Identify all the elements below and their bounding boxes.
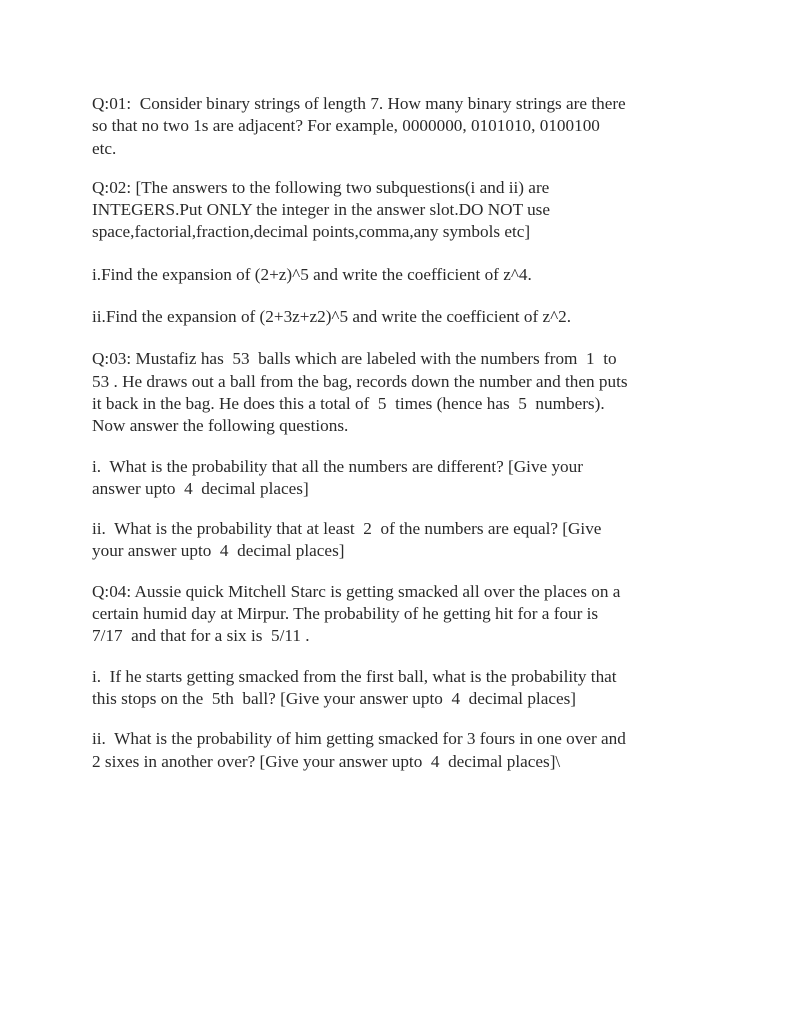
text-line: 7/17 and that for a six is 5/11 . bbox=[92, 626, 310, 646]
text-line: Now answer the following questions. bbox=[92, 416, 349, 436]
question-2-part-i bbox=[92, 264, 712, 286]
text-line: so that no two 1s are adjacent? For example, 0000000, 0101010, 0100100 bbox=[92, 116, 600, 136]
text-line: your answer upto 4 decimal places] bbox=[92, 541, 345, 561]
text-line: 53 . He draws out a ball from the bag, records down the number and then puts bbox=[92, 371, 628, 391]
text-line: this stops on the 5th ball? [Give your answer upto 4 decimal places] bbox=[92, 688, 577, 708]
text-line: etc. bbox=[92, 138, 117, 158]
text-line: ii.Find the expansion of (2+3z+z2)^5 and write the coefficient of z^2. bbox=[92, 307, 572, 327]
text-line: Q:01: Consider binary strings of length 7. How many binary strings are there bbox=[92, 94, 626, 113]
text-line: it back in the bag. He does this a total of 5 times (hence has 5 numbers). bbox=[92, 393, 605, 413]
document-body bbox=[92, 93, 712, 773]
question-2-intro bbox=[92, 177, 712, 244]
text-line: INTEGERS.Put ONLY the integer in the answer slot.DO NOT use bbox=[92, 200, 550, 220]
text-line: Q:02: [The answers to the following two subquestions(i and ii) are bbox=[92, 177, 550, 197]
question-3-intro bbox=[92, 348, 712, 437]
question-1 bbox=[92, 93, 712, 160]
text-line: i.Find the expansion of (2+z)^5 and write the coefficient of z^4. bbox=[92, 264, 532, 284]
text-line: 2 sixes in another over? [Give your answer upto 4 decimal places]\ bbox=[92, 751, 561, 771]
text-line: ii. What is the probability that at least 2 of the numbers are equal? [Give bbox=[92, 519, 602, 539]
question-3-part-i bbox=[92, 456, 712, 501]
text-line: space,factorial,fraction,decimal points,comma,any symbols etc] bbox=[92, 222, 531, 242]
text-line: i. What is the probability that all the numbers are different? [Give your bbox=[92, 456, 583, 476]
text-line: Q:04: Aussie quick Mitchell Starc is getting smacked all over the places on a bbox=[92, 581, 621, 601]
text-line: certain humid day at Mirpur. The probability of he getting hit for a four is bbox=[92, 604, 599, 624]
text-line: answer upto 4 decimal places] bbox=[92, 478, 309, 498]
text-line: Q:03: Mustafiz has 53 balls which are labeled with the numbers from 1 to bbox=[92, 349, 617, 369]
question-4-part-i bbox=[92, 666, 712, 711]
question-3-part-ii bbox=[92, 518, 712, 563]
question-4-intro bbox=[92, 581, 712, 648]
question-2-part-ii bbox=[92, 306, 712, 328]
text-line: ii. What is the probability of him getting smacked for 3 fours in one over and bbox=[92, 729, 626, 749]
question-4-part-ii bbox=[92, 728, 712, 773]
text-line: i. If he starts getting smacked from the first ball, what is the probability that bbox=[92, 666, 617, 686]
